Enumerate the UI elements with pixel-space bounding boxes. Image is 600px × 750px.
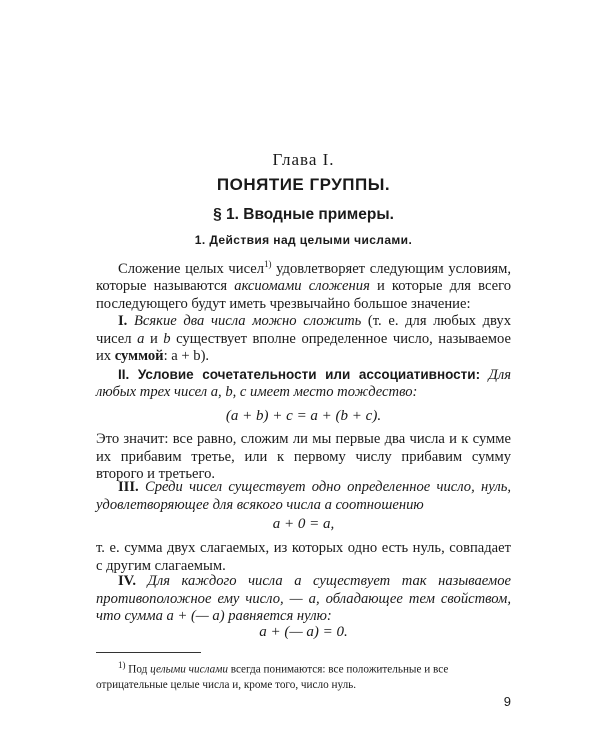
intro-text-b: удовлетворяет следующим условиям, которые называются (96, 260, 512, 295)
subsection-heading: 1. Действия над целыми числами. (194, 233, 413, 247)
axiom-1-text-d: и (144, 330, 164, 347)
axiom-1-text-f: существует вполне определенное число, называемое их (96, 330, 511, 365)
footnote (96, 658, 511, 693)
term-sum: суммой (114, 348, 164, 365)
explanation-paragraph: Это значит: все равно, сложим ли мы первые два числа и к сумме их прибавим третье, или к первому числу прибавим сумму второго и третьего. (96, 431, 511, 482)
formula-inverse: a + (— a) = 0. (259, 624, 348, 640)
axiom-2 (96, 366, 511, 402)
axiom-4-number: IV. (118, 573, 136, 589)
footnote-text-c: всегда понимаются: все положительные и все отрицательные целые числа и, кроме того, число нуль. (96, 663, 449, 691)
axiom-3 (96, 479, 511, 514)
footnote-divider (96, 652, 201, 653)
axiom-1 (96, 313, 511, 366)
intro-text-d: и которые для всего последующего будут иметь чрезвычайно большое значение: (96, 278, 511, 312)
zero-explanation: т. е. сумма двух слагаемых, из которых одно есть нуль, совпадает с другим слагаемым. (96, 540, 511, 574)
footnote-marker: 1) (264, 259, 272, 269)
axiom-1-text-b: (т. е. для любых двух чисел (96, 313, 511, 347)
var-a: a (137, 330, 145, 347)
page-number: 9 (503, 694, 511, 709)
var-b: b (163, 330, 171, 347)
intro-paragraph (96, 256, 511, 313)
intro-and-axiom-1 (96, 256, 511, 402)
axiom-1-statement: Всякие два числа можно сложить (127, 313, 362, 330)
formula-zero: a + 0 = a, (272, 516, 335, 532)
axiom-4 (96, 573, 511, 626)
formula-associativity: (a + b) + c = a + (b + c). (225, 408, 382, 424)
axiom-1-text-h: : a + b). (163, 348, 210, 365)
axiom-2-heading: II. Условие сочетательности или ассоциативности: (118, 366, 481, 382)
chapter-heading: Глава I. (272, 150, 335, 169)
book-page (96, 0, 511, 750)
axiom-3-text: Среди чисел существует одно определенное число, нуль, удовлетворяющее для всякого числа a соотношению (96, 479, 511, 513)
intro-emphasis: аксиомами сложения (234, 278, 370, 295)
footnote-number: 1) (118, 660, 126, 670)
section-heading: § 1. Вводные примеры. (213, 206, 394, 223)
axiom-4-text: Для каждого числа a существует так называемое противоположное ему число, — a, обладающее тем свойством, что сумма a + (— a) равняется нулю: (96, 573, 511, 624)
intro-text-a: Сложение целых чисел (118, 260, 264, 277)
axiom-3-number: III. (118, 479, 139, 495)
chapter-title: ПОНЯТИЕ ГРУППЫ. (216, 175, 391, 194)
axiom-1-number: I. (118, 313, 128, 330)
footnote-emphasis: целыми числами (150, 663, 228, 676)
axiom-2-text: Для любых трех чисел a, b, c имеет место тождество: (96, 366, 511, 401)
footnote-text-a: Под (125, 663, 151, 676)
